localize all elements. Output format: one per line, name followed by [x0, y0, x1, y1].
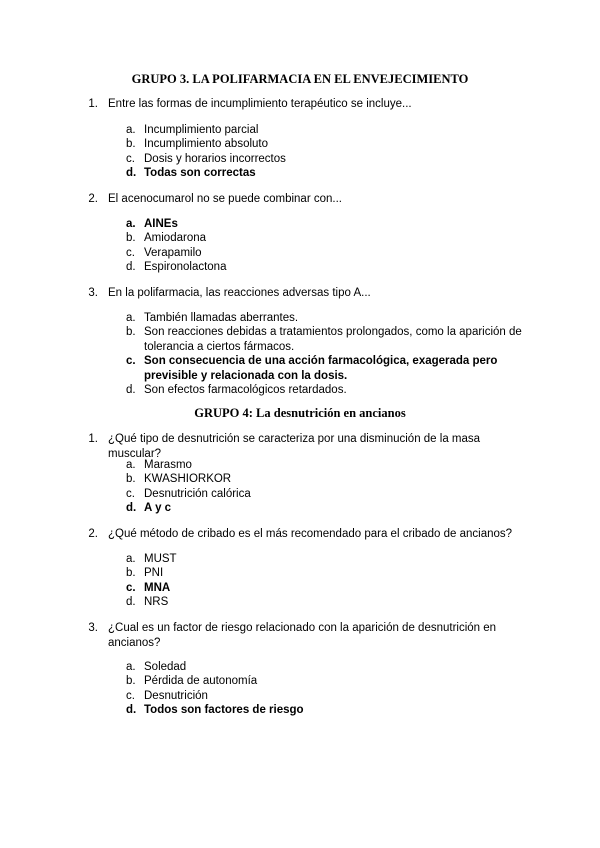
question-g4-3 — [89, 621, 519, 651]
question-text: ¿Qué método de cribado es el más recomendado para el cribado de ancianos? — [108, 528, 513, 540]
option-text: A y c — [144, 502, 172, 514]
option-letter: d. — [126, 704, 137, 716]
question-g3-1 — [89, 97, 519, 112]
option-text: Son efectos farmacológicos retardados. — [144, 384, 347, 396]
question-text: ¿Qué tipo de desnutrición se caracteriza por una disminución de la masa muscular? — [108, 433, 481, 460]
option-g4-3-a — [126, 660, 526, 675]
option-text: Todos son factores de riesgo — [144, 704, 304, 716]
group-4-title: GRUPO 4: La desnutrición en ancianos — [194, 406, 406, 420]
option-text: PNI — [144, 567, 164, 579]
option-text: KWASHIORKOR — [144, 473, 232, 485]
option-letter: c. — [126, 690, 135, 702]
option-g3-3-b — [126, 325, 526, 354]
option-g4-3-c — [126, 689, 526, 704]
question-g4-2 — [89, 527, 519, 542]
option-letter: c. — [126, 247, 135, 259]
option-text: AINEs — [144, 218, 178, 230]
option-text: Son reacciones debidas a tratamientos prolongados, como la aparición de tolerancia a ciertos fármacos. — [144, 326, 522, 353]
option-text: Pérdida de autonomía — [144, 675, 258, 687]
question-text: En la polifarmacia, las reacciones adversas tipo A... — [108, 287, 371, 299]
option-text: Espironolactona — [144, 261, 227, 273]
option-text: Son consecuencia de una acción farmacológica, exagerada pero previsible y relacionada con la dosis. — [144, 355, 498, 382]
option-letter: b. — [126, 473, 136, 485]
option-letter: b. — [126, 232, 136, 244]
option-g4-1-b — [126, 472, 526, 487]
option-g3-2-b — [126, 231, 526, 246]
option-text: MUST — [144, 553, 177, 565]
question-text: Entre las formas de incumplimiento terapéutico se incluye... — [108, 98, 412, 110]
option-letter: d. — [126, 167, 137, 179]
option-text: Marasmo — [144, 459, 192, 471]
option-g3-1-d — [126, 166, 526, 181]
option-text: Incumplimiento absoluto — [144, 138, 269, 150]
question-text: El acenocumarol no se puede combinar con... — [108, 193, 342, 205]
option-letter: d. — [126, 384, 136, 396]
option-g3-1-b — [126, 137, 526, 152]
option-letter: b. — [126, 326, 136, 338]
option-g4-2-c — [126, 581, 526, 596]
question-g3-2 — [89, 192, 519, 207]
question-number: 3. — [88, 622, 98, 634]
option-letter: d. — [126, 596, 136, 608]
question-g3-3 — [89, 286, 519, 301]
option-text: Verapamilo — [144, 247, 202, 259]
option-letter: b. — [126, 675, 136, 687]
option-letter: a. — [126, 218, 136, 230]
option-g3-1-a — [126, 123, 526, 138]
group-3-title: GRUPO 3. LA POLIFARMACIA EN EL ENVEJECIMIENTO — [131, 72, 469, 86]
option-letter: a. — [126, 124, 136, 136]
option-letter: b. — [126, 138, 136, 150]
option-letter: c. — [126, 582, 136, 594]
option-text: Amiodarona — [144, 232, 207, 244]
option-g4-1-d — [126, 501, 526, 516]
option-text: Desnutrición calórica — [144, 488, 251, 500]
option-letter: c. — [126, 488, 135, 500]
option-text: MNA — [144, 582, 171, 594]
question-number: 3. — [88, 287, 98, 299]
option-letter: d. — [126, 261, 136, 273]
option-g3-2-d — [126, 260, 526, 275]
option-text: Incumplimiento parcial — [144, 124, 259, 136]
option-g3-1-c — [126, 152, 526, 167]
option-g4-2-d — [126, 595, 526, 610]
question-number: 1. — [88, 433, 98, 445]
option-g3-3-d — [126, 383, 526, 398]
option-letter: a. — [126, 661, 136, 673]
option-text: NRS — [144, 596, 169, 608]
option-g4-1-a — [126, 458, 526, 473]
option-g3-3-c — [126, 354, 526, 383]
option-text: Desnutrición — [144, 690, 208, 702]
option-letter: a. — [126, 459, 136, 471]
option-text: Soledad — [144, 661, 187, 673]
option-text: Dosis y horarios incorrectos — [144, 153, 286, 165]
option-g4-3-d — [126, 703, 526, 718]
option-letter: c. — [126, 153, 135, 165]
option-g3-3-a — [126, 311, 526, 326]
option-g4-1-c — [126, 487, 526, 502]
question-text: ¿Cual es un factor de riesgo relacionado con la aparición de desnutrición en ancianos? — [108, 622, 497, 649]
option-letter: a. — [126, 312, 136, 324]
option-letter: a. — [126, 553, 136, 565]
option-g4-2-a — [126, 552, 526, 567]
question-number: 2. — [88, 193, 98, 205]
option-text: Todas son correctas — [144, 167, 256, 179]
option-g4-3-b — [126, 674, 526, 689]
option-g4-2-b — [126, 566, 526, 581]
option-letter: d. — [126, 502, 137, 514]
option-letter: c. — [126, 355, 136, 367]
question-number: 1. — [88, 98, 98, 110]
option-g3-2-a — [126, 217, 526, 232]
question-number: 2. — [88, 528, 98, 540]
option-letter: b. — [126, 567, 136, 579]
option-text: También llamadas aberrantes. — [144, 312, 299, 324]
option-g3-2-c — [126, 246, 526, 261]
